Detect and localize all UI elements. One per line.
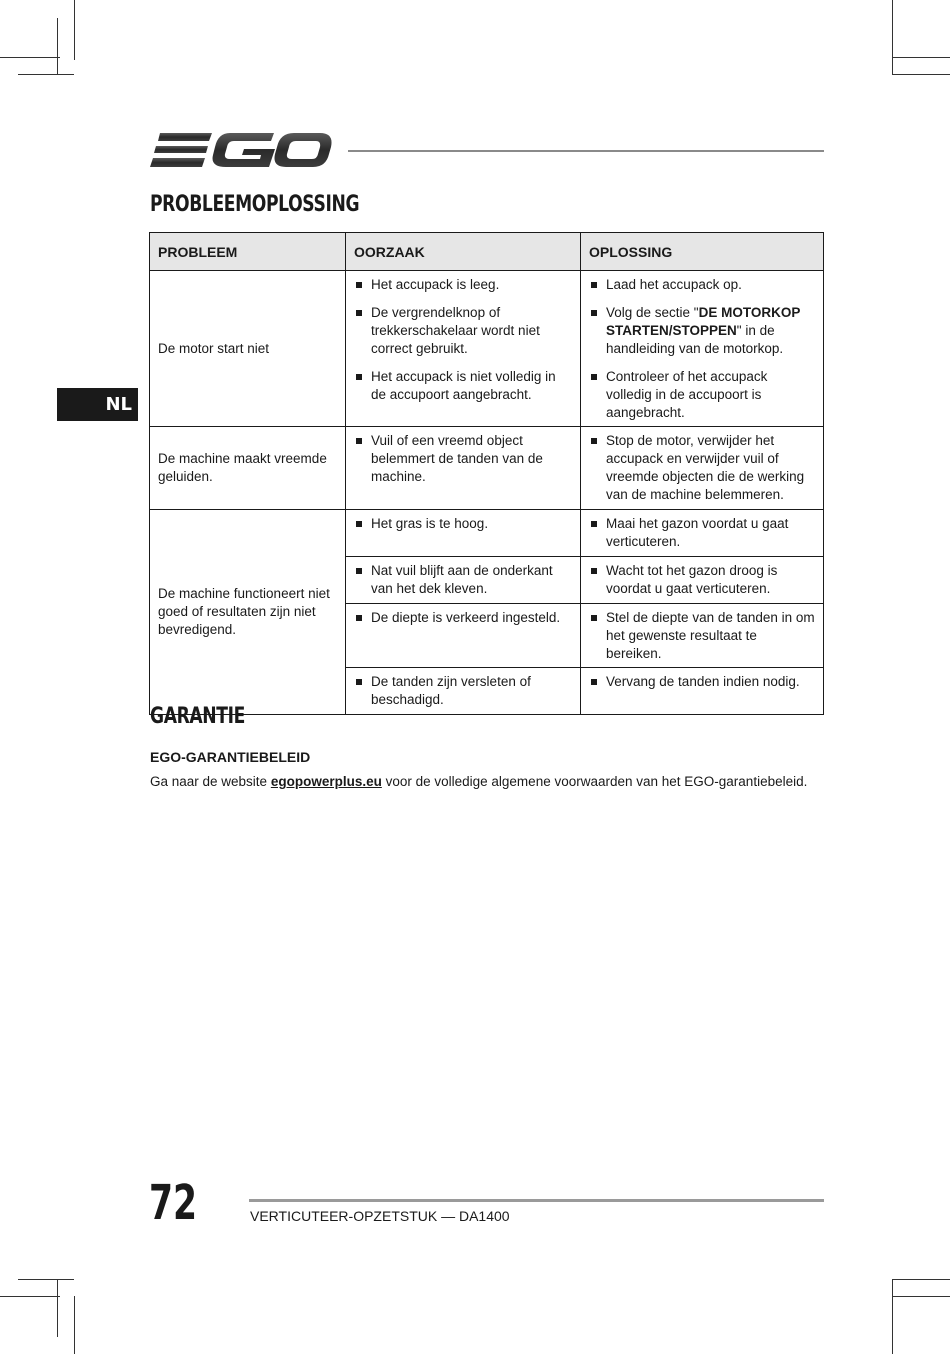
- table-row: [150, 271, 824, 427]
- solution-item: Stop de motor, verwijder het accupack en verwijder vuil of vreemde objecten die de werking van de machine belemmeren.: [589, 432, 815, 504]
- crop-mark: [892, 18, 893, 74]
- cause-item: Het accupack is niet volledig in de accupoort aangebracht.: [354, 368, 572, 404]
- language-tab: NL: [57, 388, 138, 421]
- table-header-row: [150, 233, 824, 271]
- solution-item: Wacht tot het gazon droog is voordat u gaat verticuteren.: [589, 562, 815, 598]
- warranty-link[interactable]: egopowerplus.eu: [270, 774, 382, 789]
- crop-mark: [57, 18, 58, 74]
- solution-cell: [581, 510, 824, 557]
- table-row: [150, 427, 824, 510]
- crop-mark: [892, 74, 950, 75]
- cause-cell: [346, 427, 581, 510]
- crop-mark: [892, 1279, 950, 1280]
- crop-mark: [892, 1296, 950, 1297]
- problem-cell: De machine maakt vreemde geluiden.: [150, 427, 346, 510]
- warranty-subtitle: EGO-GARANTIEBELEID: [150, 749, 311, 765]
- cause-item: De vergrendelknop of trekkerschakelaar wordt niet correct gebruikt.: [354, 304, 572, 358]
- crop-mark: [74, 1296, 75, 1354]
- solution-cell: [581, 668, 824, 715]
- cause-item: De diepte is verkeerd ingesteld.: [354, 609, 572, 627]
- solution-item: [589, 304, 815, 358]
- cause-cell: [346, 604, 581, 668]
- ego-logo: [150, 130, 332, 170]
- cause-cell: [346, 271, 581, 427]
- solution-cell: [581, 604, 824, 668]
- solution-item: Laad het accupack op.: [589, 276, 815, 294]
- footer-product: VERTICUTEER-OPZETSTUK — DA1400: [250, 1208, 510, 1224]
- table-row: [150, 510, 824, 557]
- crop-mark: [0, 57, 60, 58]
- problem-cell: De machine functioneert niet goed of resultaten zijn niet bevredigend.: [150, 510, 346, 715]
- section-reference: DE MOTORKOP STARTEN/STOPPEN: [606, 305, 801, 338]
- problem-cell: De motor start niet: [150, 271, 346, 427]
- cause-item: Het accupack is leeg.: [354, 276, 572, 294]
- warranty-text-post: voor de volledige algemene voorwaarden van het EGO-garantiebeleid.: [381, 774, 808, 789]
- troubleshooting-title: PROBLEEMOPLOSSING: [150, 192, 360, 217]
- solution-cell: [581, 271, 824, 427]
- solution-cell: [581, 557, 824, 604]
- header-problem: PROBLEEM: [150, 233, 346, 271]
- cause-item: De tanden zijn versleten of beschadigd.: [354, 673, 572, 709]
- warranty-title: GARANTIE: [150, 704, 245, 729]
- cause-item: Vuil of een vreemd object belemmert de tanden van de machine.: [354, 432, 572, 486]
- crop-mark: [74, 0, 75, 60]
- solution-item: Stel de diepte van de tanden in om het gewenste resultaat te bereiken.: [589, 609, 815, 663]
- crop-mark: [57, 1279, 58, 1337]
- solution-item: Vervang de tanden indien nodig.: [589, 673, 815, 691]
- solution-item: Controleer of het accupack volledig in de accupoort is aangebracht.: [589, 368, 815, 422]
- solution-text: Volg de sectie ": [606, 305, 699, 320]
- warranty-text-pre: Ga naar de website: [150, 774, 271, 789]
- cause-cell: [346, 668, 581, 715]
- solution-cell: [581, 427, 824, 510]
- header-solution: OPLOSSING: [581, 233, 824, 271]
- cause-item: Het gras is te hoog.: [354, 515, 572, 533]
- page-number: 72: [149, 1175, 198, 1231]
- header-rule: [348, 150, 824, 152]
- footer-rule: [249, 1199, 824, 1202]
- solution-text: " in de handleiding van de motorkop.: [606, 323, 784, 356]
- crop-mark: [18, 74, 74, 75]
- solution-item: Maai het gazon voordat u gaat verticuteren.: [589, 515, 815, 551]
- crop-mark: [892, 1279, 893, 1337]
- warranty-text: [150, 774, 807, 789]
- header-cause: OORZAAK: [346, 233, 581, 271]
- troubleshooting-table: [149, 232, 824, 715]
- crop-mark: [0, 1296, 60, 1297]
- crop-mark: [18, 1279, 74, 1280]
- cause-item: Nat vuil blijft aan de onderkant van het dek kleven.: [354, 562, 572, 598]
- crop-mark: [892, 57, 950, 58]
- cause-cell: [346, 510, 581, 557]
- cause-cell: [346, 557, 581, 604]
